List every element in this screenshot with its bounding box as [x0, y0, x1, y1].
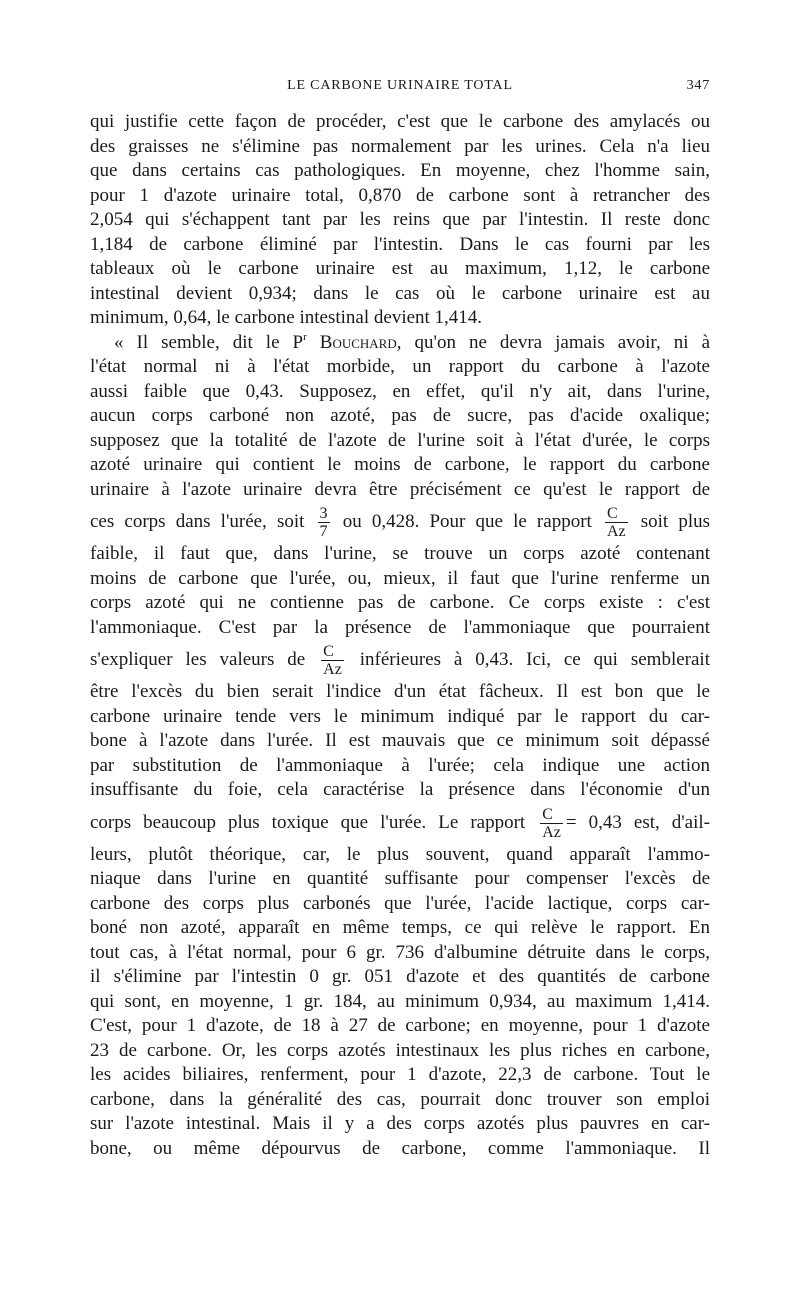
text-line: sur l'azote intestinal. Mais il y a des corps azotés plus pauvres en car- — [90, 1113, 710, 1134]
text-line: moins de carbone que l'urée, ou, mieux, il faut que l'urine renferme un — [90, 567, 710, 589]
text-line: pour 1 d'azote urinaire total, 0,870 de carbone sont à retrancher des — [90, 184, 710, 206]
fraction-3-7 — [318, 505, 330, 540]
text-line: carbone des corps plus carbonés que l'urée, l'acide lactique, corps car- — [90, 892, 710, 914]
running-title: LE CARBONE URINAIRE TOTAL — [287, 78, 513, 93]
text-line: les acides biliaires, renferment, pour 1 d'azote, 22,3 de carbone. Tout le — [90, 1064, 710, 1085]
text-line: carbone, dans la généralité des cas, pourrait donc trouver son emploi — [90, 1088, 710, 1110]
text-line: 2,054 qui s'échappent tant par les reins que par l'intestin. Il reste donc — [90, 209, 710, 230]
text-line — [90, 502, 710, 542]
text-run: ces corps dans l'urée, soit — [90, 511, 305, 532]
text-run: ou 0,428. Pour que le rapport — [342, 511, 592, 532]
fraction-c-az — [540, 806, 563, 841]
fraction-numerator: C — [540, 806, 563, 824]
text-line: C'est, pour 1 d'azote, de 18 à 27 de carbone; en moyenne, pour 1 d'azote — [90, 1015, 710, 1036]
superscript: r — [303, 330, 307, 343]
fraction-numerator: C — [321, 643, 344, 661]
fraction-denominator: Az — [606, 523, 626, 541]
text-line: boné non azoté, apparaît en même temps, ce qui relève le rapport. En — [90, 917, 710, 938]
paragraph-2 — [90, 331, 710, 1162]
text-line: être l'excès du bien serait l'indice d'un état fâcheux. Il est bon que le — [90, 681, 710, 702]
text-line: des graisses ne s'élimine pas normalement par les urines. Cela n'a lieu — [90, 135, 710, 157]
text-line: carbone urinaire tende vers le minimum indiqué par le rapport du car- — [90, 705, 710, 727]
text-line: l'ammoniaque. C'est par la présence de l'ammoniaque que pourraient — [90, 616, 710, 638]
text-line: insuffisante du foie, cela caractérise la présence dans l'économie d'un — [90, 779, 710, 800]
text-run: soit plus — [640, 511, 710, 532]
text-run: = 0,43 est, d'ail- — [565, 811, 710, 833]
text-line: aussi faible que 0,43. Supposez, en effet, qu'il n'y ait, dans l'urine, — [90, 380, 710, 402]
text-line: supposez que la totalité de l'azote de l'urine soit à l'état d'urée, le corps — [90, 429, 710, 451]
fraction-denominator: 7 — [319, 523, 328, 541]
author-name: Bouchard — [319, 331, 397, 353]
text-line: il s'élimine par l'intestin 0 gr. 051 d'azote et des quantités de carbone — [90, 966, 710, 987]
text-line: 1,184 de carbone éliminé par l'intestin. Dans le cas fourni par les — [90, 233, 710, 255]
fraction-c-az — [321, 643, 344, 678]
text-line: qui sont, en moyenne, 1 gr. 184, au minimum 0,934, au maximum 1,414. — [90, 990, 710, 1012]
text-line: niaque dans l'urine en quantité suffisante pour compenser l'excès de — [90, 868, 710, 889]
text-line: tout cas, à l'état normal, pour 6 gr. 736 d'albumine détruite dans le corps, — [90, 941, 710, 963]
text-line — [90, 803, 710, 843]
text-line: intestinal devient 0,934; dans le cas où le carbone urinaire est au — [90, 282, 710, 304]
text-line: l'état normal ni à l'état morbide, un rapport du carbone à l'azote — [90, 356, 710, 377]
body-text — [90, 110, 710, 1161]
page-number: 347 — [686, 78, 710, 93]
text-run: corps beaucoup plus toxique que l'urée. Le rapport — [90, 811, 526, 833]
text-line: par substitution de l'ammoniaque à l'urée; cela indique une action — [90, 754, 710, 776]
text-line: corps azoté qui ne contienne pas de carbone. Ce corps existe : c'est — [90, 592, 710, 613]
text-line: 23 de carbone. Or, les corps azotés intestinaux les plus riches en carbone, — [90, 1039, 710, 1061]
text-line: leurs, plutôt théorique, car, le plus souvent, quand apparaît l'ammo- — [90, 843, 710, 865]
text-line: bone, ou même dépourvus de carbone, comme l'ammoniaque. Il — [90, 1137, 710, 1159]
text-line: faible, il faut que, dans l'urine, se trouve un corps azoté contenant — [90, 543, 710, 564]
fraction-numerator: C — [605, 505, 628, 523]
fraction-c-az — [605, 505, 628, 540]
text-run: « Il semble, dit le P — [114, 331, 304, 353]
paragraph-1 — [90, 110, 710, 331]
text-line: aucun corps carboné non azoté, pas de sucre, pas d'acide oxalique; — [90, 405, 710, 426]
text-line: bone à l'azote dans l'urée. Il est mauvais que ce minimum soit dépassé — [90, 730, 710, 751]
text-line: azoté urinaire qui contient le moins de carbone, le rapport du carbone — [90, 454, 710, 475]
running-header — [90, 78, 710, 98]
text-line: qui justifie cette façon de procéder, c'est que le carbone des amylacés ou — [90, 111, 710, 132]
text-line: que dans certains cas pathologiques. En moyenne, chez l'homme sain, — [90, 160, 710, 181]
text-line: tableaux où le carbone urinaire est au maximum, 1,12, le carbone — [90, 258, 710, 279]
fraction-denominator: Az — [542, 823, 561, 841]
text-line: minimum, 0,64, le carbone intestinal devient 1,414. — [90, 307, 483, 328]
text-line: urinaire à l'azote urinaire devra être précisément ce qu'est le rapport de — [90, 478, 710, 500]
text-run: , qu'on ne devra jamais avoir, ni à — [396, 331, 710, 353]
text-run: inférieures à 0,43. Ici, ce qui semblerait — [359, 649, 710, 670]
fraction-denominator: Az — [323, 661, 342, 679]
text-line — [90, 640, 710, 680]
text-run: s'expliquer les valeurs de — [90, 649, 306, 670]
text-line — [90, 331, 710, 356]
fraction-numerator: 3 — [319, 505, 328, 523]
